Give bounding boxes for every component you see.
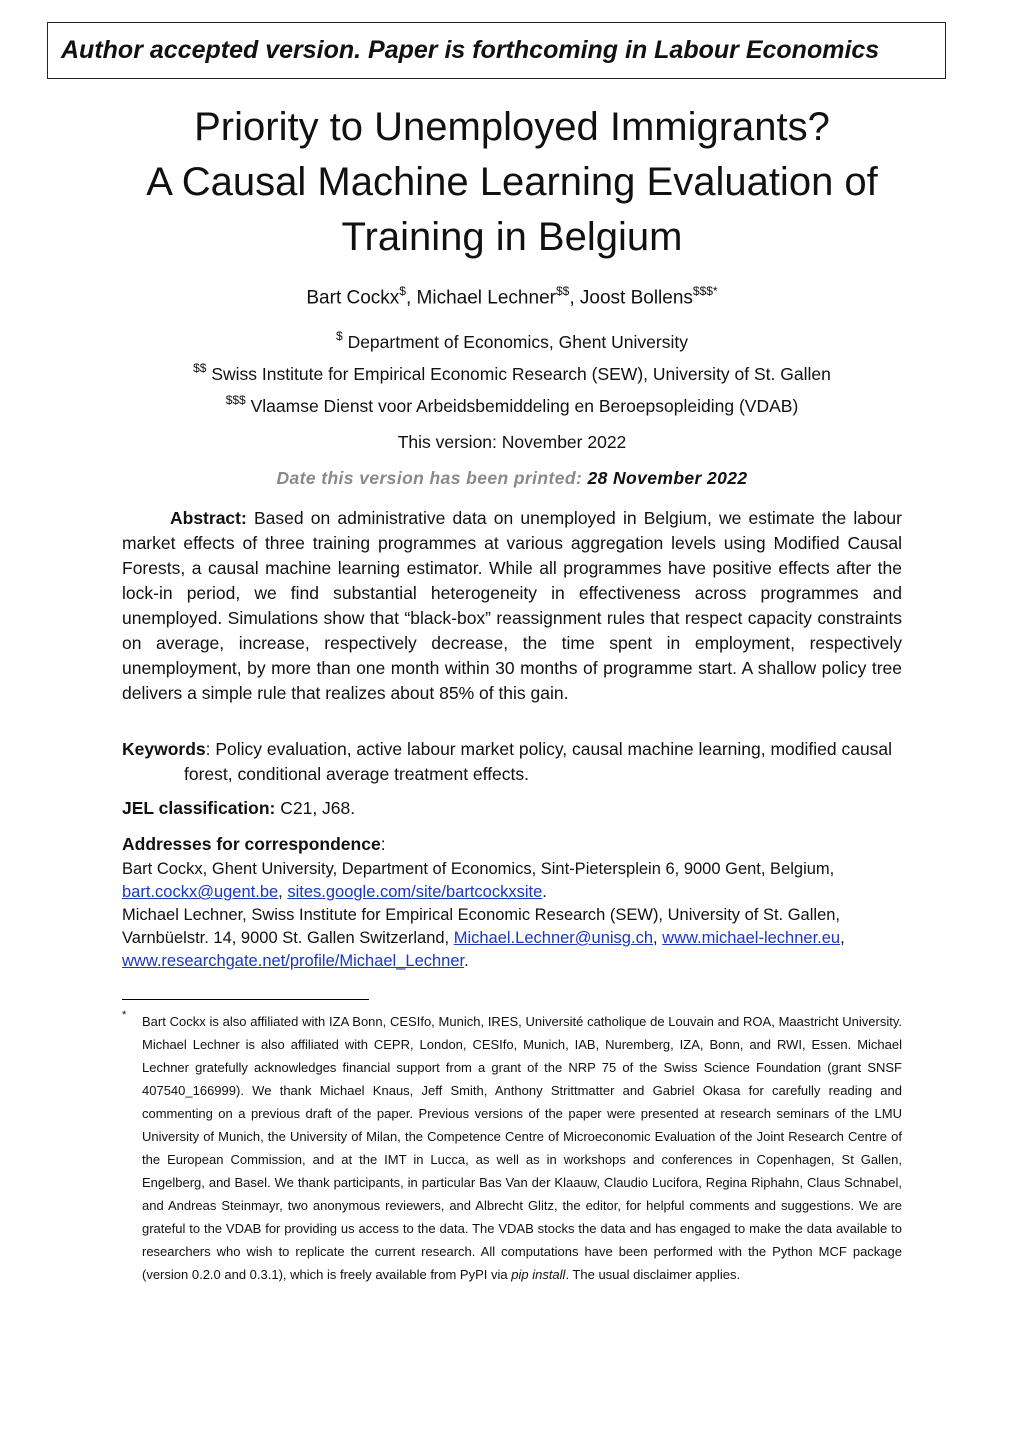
affiliations bbox=[0, 324, 1024, 419]
title-line-1: Priority to Unemployed Immigrants? bbox=[194, 105, 830, 149]
cockx-website-link[interactable]: sites.google.com/site/bartcockxsite bbox=[287, 883, 543, 901]
author-mark: $$$* bbox=[692, 284, 718, 298]
jel-codes: C21, J68. bbox=[275, 798, 356, 818]
comma: , bbox=[840, 929, 845, 947]
cockx-links bbox=[122, 881, 912, 904]
acceptance-banner bbox=[47, 22, 946, 79]
addresses-label: Addresses for correspondence bbox=[122, 834, 381, 854]
abstract-label: Abstract: bbox=[170, 508, 247, 528]
addresses-colon: : bbox=[380, 834, 386, 854]
author-mark: $$ bbox=[555, 284, 570, 298]
affiliation-mark: $$$ bbox=[225, 392, 246, 407]
printed-date bbox=[0, 468, 1024, 489]
lechner-email-link[interactable]: Michael.Lechner@unisg.ch bbox=[453, 929, 653, 947]
footnote-body bbox=[122, 1010, 902, 1286]
footnote-code: pip install bbox=[511, 1267, 566, 1282]
affiliation-mark: $ bbox=[336, 329, 343, 343]
footnote-mark: * bbox=[122, 1009, 127, 1021]
lechner-street: Varnbüelstr. 14, 9000 St. Gallen Switzerland, bbox=[122, 929, 454, 947]
lechner-researchgate bbox=[122, 950, 912, 973]
jel-label: JEL classification: bbox=[122, 798, 276, 818]
footnote-text-end: . The usual disclaimer applies. bbox=[565, 1267, 741, 1282]
addresses-heading bbox=[122, 834, 386, 855]
affiliation-text: Vlaamse Dienst voor Arbeidsbemiddeling en Beroepsopleiding (VDAB) bbox=[250, 395, 799, 416]
affiliation-line bbox=[0, 388, 1024, 420]
author-mark: $ bbox=[399, 284, 406, 298]
printed-label: Date this version has been printed: bbox=[276, 468, 588, 488]
affiliation-line bbox=[0, 324, 1024, 356]
version-date: This version: November 2022 bbox=[397, 432, 627, 452]
paper-title bbox=[80, 100, 944, 265]
link-separator: , bbox=[653, 929, 663, 947]
affiliation-line bbox=[0, 356, 1024, 388]
abstract bbox=[122, 506, 902, 706]
author-name: Michael Lechner bbox=[416, 287, 556, 309]
footnote-divider bbox=[122, 999, 369, 1000]
lechner-address: Michael Lechner, Swiss Institute for Empirical Economic Research (SEW), University of St. Gallen, bbox=[122, 906, 840, 924]
affiliation-text: Department of Economics, Ghent University bbox=[347, 331, 688, 352]
banner-text: Author accepted version. Paper is forthcoming in Labour Economics bbox=[61, 36, 880, 64]
printed-value: 28 November 2022 bbox=[587, 468, 748, 488]
keywords-label: Keywords bbox=[122, 739, 206, 759]
link-separator: , bbox=[278, 883, 288, 901]
affiliation-mark: $$ bbox=[193, 360, 207, 375]
lechner-researchgate-link[interactable]: www.researchgate.net/profile/Michael_Lechner bbox=[122, 952, 465, 970]
lechner-address-2 bbox=[122, 927, 912, 950]
period: . bbox=[542, 883, 547, 901]
period: . bbox=[464, 952, 469, 970]
cockx-email-link[interactable]: bart.cockx@ugent.be bbox=[122, 883, 279, 901]
title-line-3: Training in Belgium bbox=[341, 215, 683, 259]
jel-classification bbox=[122, 798, 902, 819]
footnote-text: Bart Cockx is also affiliated with IZA Bonn, CESIfo, Munich, IRES, Université catholique de Louvain and ROA, Maastricht University. Michael Lechner is also affiliated with CEPR, London, CESIfo, Munich, IAB, Nuremberg, IZA, Bonn, and RWI, Essen. Michael Lechner gratefully acknowledges financial support from a grant of the NRP 75 of the Swiss Science Foundation (grant SNSF 407540_166999). We thank Michael Knaus, Jeff Smith, Anthony Strittmatter and Gabriel Okasa for carefully reading and commenting on a previous draft of the paper. Previous versions of the paper were presented at research seminars of the LMU University of Munich, the University of Milan, the Competence Centre of Microeconomic Evaluation of the Joint Research Centre of the European Commission, and at the IMT in Lucca, as well as in workshops and conferences in Copenhagen, St Gallen, Engelberg, and Basel. We thank participants, in particular Bas Van der Klaauw, Claudio Lucifora, Regina Riphahn, Claus Schnabel, and Andreas Steinmayr, two anonymous reviewers, and Albrecht Glitz, the editor, for helpful comments and suggestions. We are grateful to the VDAB for providing us access to the data. The VDAB stocks the data and has engaged to make the data available to researchers who wish to replicate the current research. All computations have been performed with the Python MCF package (version 0.2.0 and 0.3.1), which is freely available from PyPI via bbox=[142, 1014, 902, 1282]
affiliation-text: Swiss Institute for Empirical Economic Research (SEW), University of St. Gallen bbox=[211, 363, 831, 384]
author-name: Bart Cockx bbox=[306, 287, 400, 309]
footnote bbox=[122, 1010, 902, 1286]
keywords bbox=[122, 737, 902, 787]
correspondence-addresses bbox=[122, 858, 912, 973]
author-list: Bart Cockx$, Michael Lechner$$, Joost Bollens$$$* bbox=[306, 284, 718, 309]
cockx-address: Bart Cockx, Ghent University, Department of Economics, Sint-Pietersplein 6, 9000 Gent, Belgium, bbox=[122, 860, 835, 878]
abstract-text: Based on administrative data on unemployed in Belgium, we estimate the labour market effects of three training programmes at various aggregation levels using Modified Causal Forests, a causal machine learning estimator. While all programmes have positive effects after the lock-in period, we find substantial heterogeneity in effectiveness across programmes and unemployed. Simulations show that “black-box” reassignment rules that respect capacity constraints on average, increase, respectively decrease, the time spent in employment, respectively unemployment, by more than one month within 30 months of programme start. A shallow policy tree delivers a simple rule that realizes about 85% of this gain. bbox=[122, 508, 902, 703]
author-name: Joost Bollens bbox=[579, 287, 693, 309]
keywords-text: : Policy evaluation, active labour market policy, causal machine learning, modified causal forest, conditional average treatment effects. bbox=[184, 739, 893, 784]
lechner-website-link[interactable]: www.michael-lechner.eu bbox=[662, 929, 841, 947]
title-line-2: A Causal Machine Learning Evaluation of bbox=[146, 160, 878, 204]
